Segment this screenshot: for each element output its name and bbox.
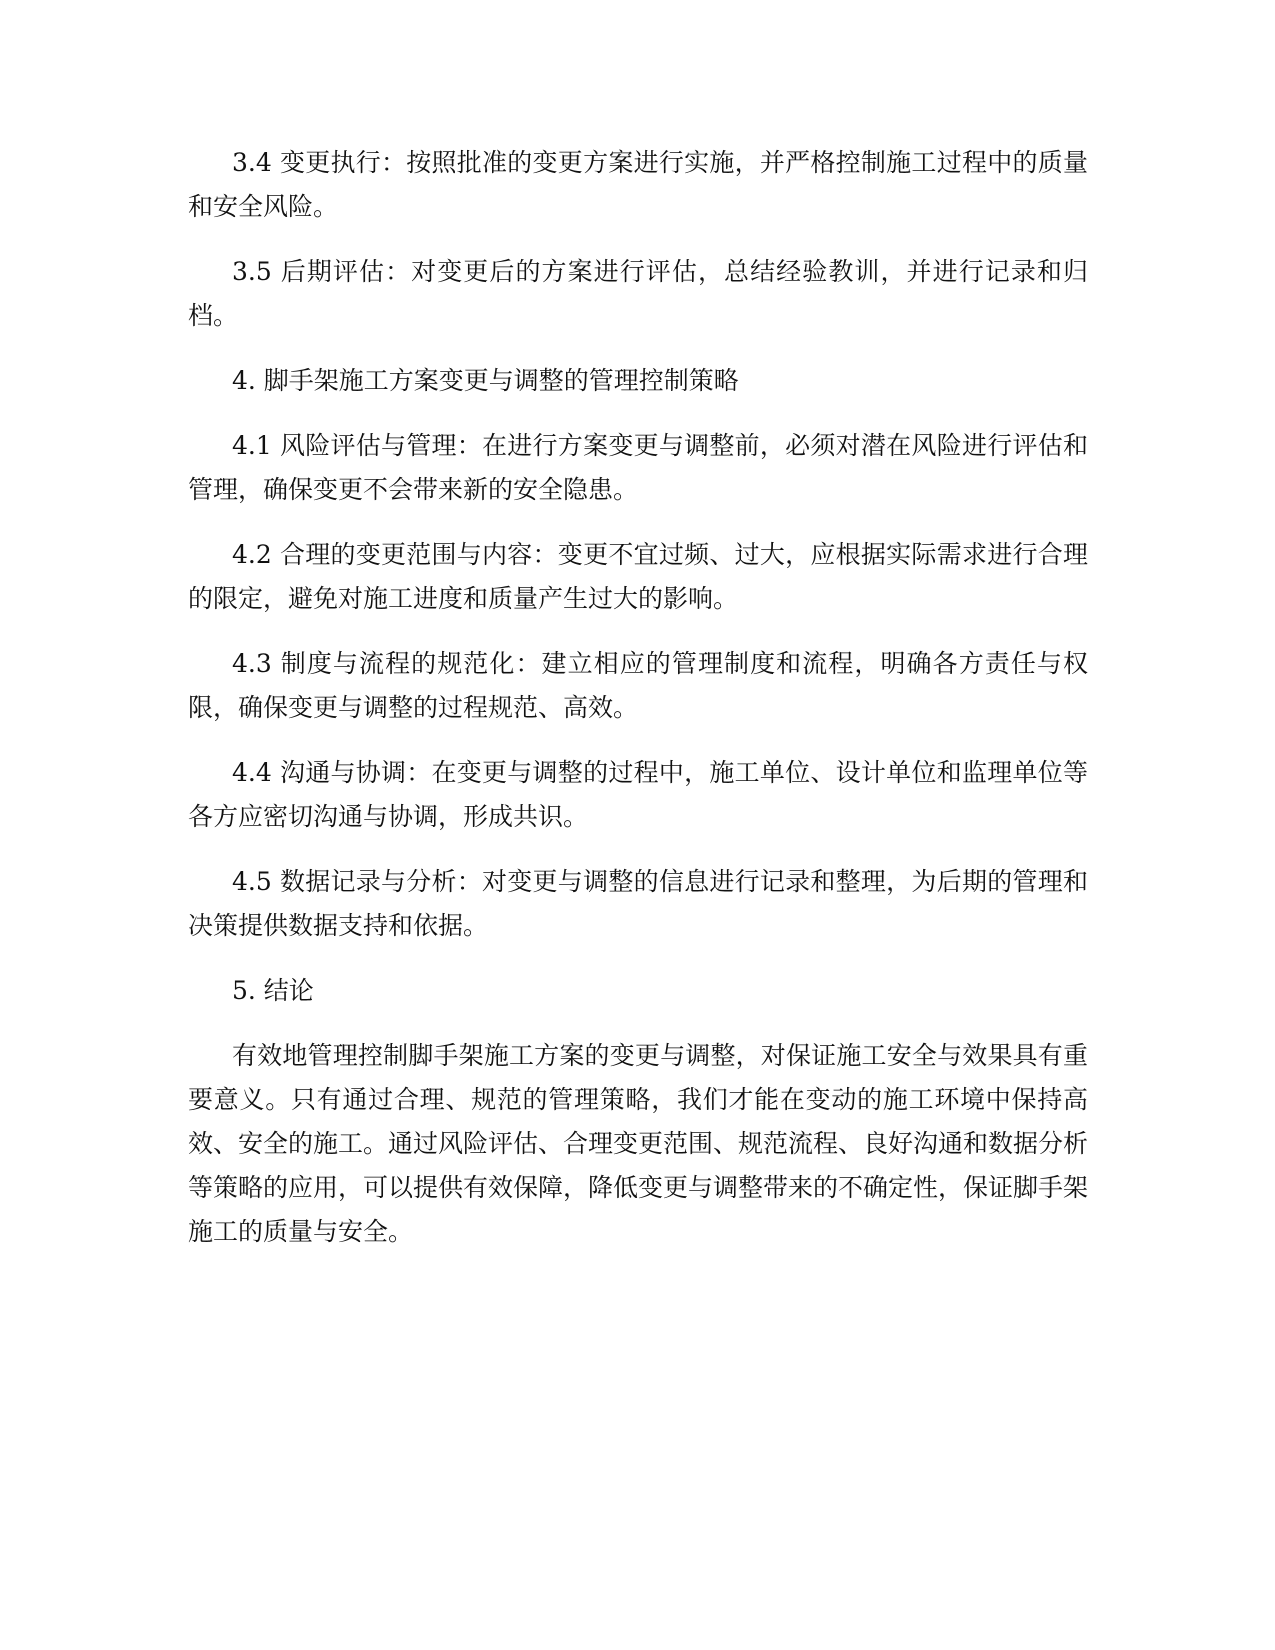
document-body [188, 141, 1088, 1275]
paragraph-3-5-post-evaluation: 3.5 后期评估：对变更后的方案进行评估，总结经验教训，并进行记录和归档。 [188, 257, 1088, 330]
section-heading-5-conclusion: 5. 结论 [232, 976, 314, 1005]
section-heading-4: 4. 脚手架施工方案变更与调整的管理控制策略 [232, 366, 739, 395]
paragraph-4-5-data-records: 4.5 数据记录与分析：对变更与调整的信息进行记录和整理，为后期的管理和决策提供数据支持和依据。 [188, 867, 1088, 940]
paragraph-4-2-change-scope: 4.2 合理的变更范围与内容：变更不宜过频、过大，应根据实际需求进行合理的限定，避免对施工进度和质量产生过大的影响。 [188, 540, 1088, 613]
paragraph-4-4-communication: 4.4 沟通与协调：在变更与调整的过程中，施工单位、设计单位和监理单位等各方应密切沟通与协调，形成共识。 [188, 758, 1088, 831]
paragraph-conclusion-body: 有效地管理控制脚手架施工方案的变更与调整，对保证施工安全与效果具有重要意义。只有通过合理、规范的管理策略，我们才能在变动的施工环境中保持高效、安全的施工。通过风险评估、合理变更范围、规范流程、良好沟通和数据分析等策略的应用，可以提供有效保障，降低变更与调整带来的不确定性，保证脚手架施工的质量与安全。 [188, 1041, 1089, 1246]
paragraph-4-1-risk-assessment: 4.1 风险评估与管理：在进行方案变更与调整前，必须对潜在风险进行评估和管理，确保变更不会带来新的安全隐患。 [188, 431, 1088, 504]
paragraph-4-3-process-standardization: 4.3 制度与流程的规范化：建立相应的管理制度和流程，明确各方责任与权限，确保变更与调整的过程规范、高效。 [188, 649, 1088, 722]
paragraph-3-4-change-execution: 3.4 变更执行：按照批准的变更方案进行实施，并严格控制施工过程中的质量和安全风险。 [188, 148, 1088, 221]
